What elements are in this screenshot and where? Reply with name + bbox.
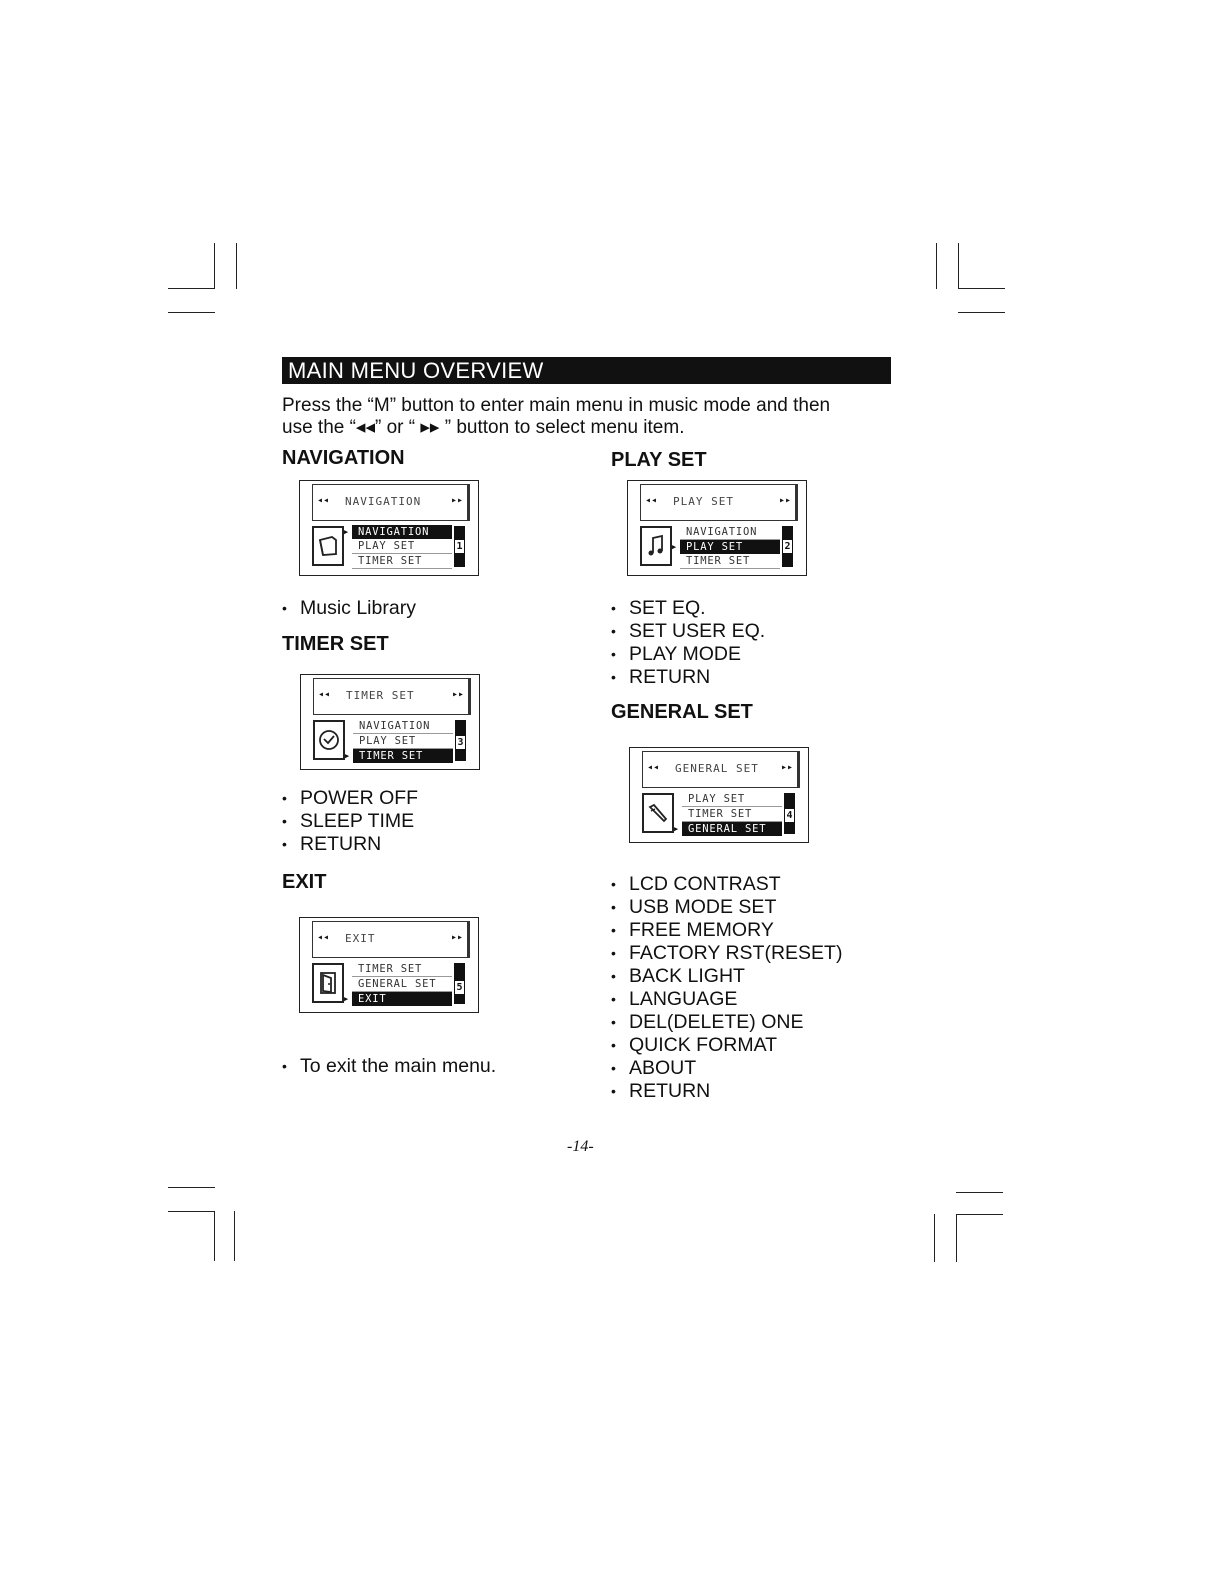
lcd-titlebar xyxy=(313,678,471,715)
fast-forward-icon: ▸▸ xyxy=(450,495,463,506)
lcd-titlebar xyxy=(312,921,470,958)
fast-forward-icon: ▸▸ xyxy=(780,762,793,773)
lcd-menu-item: TIMER SET xyxy=(352,962,452,977)
exit-lcd-screen xyxy=(299,917,479,1013)
lcd-scrollbar xyxy=(454,526,465,567)
list-item: • FREE MEMORY xyxy=(611,919,842,942)
navigation-heading: NAVIGATION xyxy=(282,447,405,469)
lcd-scrollbar xyxy=(782,526,793,567)
lcd-scrollbar xyxy=(454,963,465,1004)
lcd-page-number: 5 xyxy=(456,982,463,993)
lcd-page-number: 3 xyxy=(457,737,464,748)
timer-set-heading: TIMER SET xyxy=(282,633,389,655)
exit-heading: EXIT xyxy=(282,871,327,893)
lcd-title: GENERAL SET xyxy=(675,762,759,775)
rewind-icon: ◂◂ xyxy=(317,932,330,943)
wrench-icon xyxy=(642,793,674,833)
rewind-icon: ◂◂ xyxy=(317,495,330,506)
music-note-icon xyxy=(640,526,672,566)
page-number: -14- xyxy=(567,1138,594,1155)
section-title: MAIN MENU OVERVIEW xyxy=(288,358,544,383)
crop-mark-top-right-h xyxy=(958,288,1005,289)
timer-set-bullet-list xyxy=(282,787,418,856)
crop-mark-bottom-right-h xyxy=(956,1214,1003,1215)
lcd-title: PLAY SET xyxy=(673,495,734,508)
list-item: • PLAY MODE xyxy=(611,643,765,666)
crop-mark-top-left-v1 xyxy=(214,243,215,289)
list-item: • DEL(DELETE) ONE xyxy=(611,1011,842,1034)
fast-forward-icon: ▸▸ xyxy=(450,932,463,943)
lcd-menu-item: ▶ EXIT xyxy=(352,992,452,1006)
lcd-scrollbar xyxy=(455,720,466,761)
crop-mark-bottom-left-v2 xyxy=(234,1211,235,1261)
timer-set-lcd-screen xyxy=(300,674,480,770)
crop-mark-top-right-v2 xyxy=(936,243,937,289)
list-item: • SET USER EQ. xyxy=(611,620,765,643)
crop-mark-bottom-left-h xyxy=(168,1211,215,1212)
list-item: • QUICK FORMAT xyxy=(611,1034,842,1057)
crop-mark-top-right-v1 xyxy=(958,243,959,289)
general-set-heading: GENERAL SET xyxy=(611,701,753,723)
lcd-titlebar xyxy=(312,484,470,521)
crop-mark-bottom-right-v1 xyxy=(956,1214,957,1262)
lcd-page-number: 2 xyxy=(784,541,791,552)
list-item: • USB MODE SET xyxy=(611,896,842,919)
lcd-page-number: 4 xyxy=(786,810,793,821)
lcd-titlebar xyxy=(640,484,798,521)
list-item: • LCD CONTRAST xyxy=(611,873,842,896)
intro-line-1: Press the “M” button to enter main menu in music mode and then xyxy=(282,395,831,416)
lcd-menu-list xyxy=(682,792,782,836)
list-item: • RETURN xyxy=(611,1080,842,1103)
general-set-bullet-list xyxy=(611,873,842,1103)
navigation-lcd-screen xyxy=(299,480,479,576)
list-item: • SET EQ. xyxy=(611,597,765,620)
list-item: • RETURN xyxy=(282,833,418,856)
list-item: • RETURN xyxy=(611,666,765,689)
fast-forward-icon: ▸▸ xyxy=(778,495,791,506)
crop-mark-bottom-right-v2 xyxy=(934,1214,935,1262)
lcd-menu-item: ▶ NAVIGATION xyxy=(352,525,452,539)
crop-mark-top-left-h xyxy=(168,288,215,289)
lcd-page-number: 1 xyxy=(456,541,463,552)
lcd-titlebar xyxy=(642,751,800,788)
lcd-menu-item: ▶ TIMER SET xyxy=(353,749,453,763)
lcd-menu-item: TIMER SET xyxy=(680,554,780,569)
crop-mark-bottom-left-v1 xyxy=(214,1211,215,1261)
list-item: • SLEEP TIME xyxy=(282,810,418,833)
lcd-menu-item: ▶ PLAY SET xyxy=(680,540,780,554)
clock-icon xyxy=(313,720,345,760)
list-item: • BACK LIGHT xyxy=(611,965,842,988)
lcd-menu-item: TIMER SET xyxy=(352,554,452,569)
door-icon xyxy=(312,963,344,1003)
lcd-menu-item: NAVIGATION xyxy=(353,719,453,734)
list-item: • ABOUT xyxy=(611,1057,842,1080)
play-set-lcd-screen xyxy=(627,480,807,576)
list-item: • POWER OFF xyxy=(282,787,418,810)
fast-forward-icon: ▸▸ xyxy=(451,689,464,700)
lcd-title: TIMER SET xyxy=(346,689,415,702)
list-item: • FACTORY RST(RESET) xyxy=(611,942,842,965)
lcd-menu-list xyxy=(352,525,452,569)
lcd-menu-list xyxy=(680,525,780,569)
exit-bullet-list xyxy=(282,1055,496,1078)
lcd-menu-item: NAVIGATION xyxy=(680,525,780,540)
list-item: • Music Library xyxy=(282,597,416,620)
lcd-menu-item: GENERAL SET xyxy=(352,977,452,992)
lcd-menu-item: ▶ GENERAL SET xyxy=(682,822,782,836)
lcd-title: NAVIGATION xyxy=(345,495,422,508)
crop-mark-bottom-left-rule xyxy=(168,1187,215,1188)
rewind-icon: ◂◂ xyxy=(645,495,658,506)
lcd-menu-list xyxy=(353,719,453,763)
folder-icon xyxy=(312,526,344,566)
lcd-title: EXIT xyxy=(345,932,376,945)
navigation-bullet-list xyxy=(282,597,416,620)
crop-mark-top-right-rule xyxy=(958,312,1005,313)
list-item: • LANGUAGE xyxy=(611,988,842,1011)
crop-mark-bottom-right-rule xyxy=(956,1192,1003,1193)
rewind-icon: ◂◂ xyxy=(647,762,660,773)
lcd-scrollbar xyxy=(784,793,795,834)
play-set-heading: PLAY SET xyxy=(611,449,707,471)
rewind-icon: ◂◂ xyxy=(318,689,331,700)
section-header xyxy=(282,357,891,384)
lcd-menu-item: PLAY SET xyxy=(682,792,782,807)
crop-mark-top-left-rule xyxy=(168,312,215,313)
intro-line-2: use the “◂◂” or “ ▸▸ ” button to select menu item. xyxy=(282,417,685,438)
list-item: • To exit the main menu. xyxy=(282,1055,496,1078)
lcd-menu-list xyxy=(352,962,452,1006)
play-set-bullet-list xyxy=(611,597,765,689)
lcd-menu-item: TIMER SET xyxy=(682,807,782,822)
lcd-menu-item: PLAY SET xyxy=(352,539,452,554)
lcd-menu-item: PLAY SET xyxy=(353,734,453,749)
general-set-lcd-screen xyxy=(629,747,809,843)
crop-mark-top-left-v2 xyxy=(236,243,237,289)
